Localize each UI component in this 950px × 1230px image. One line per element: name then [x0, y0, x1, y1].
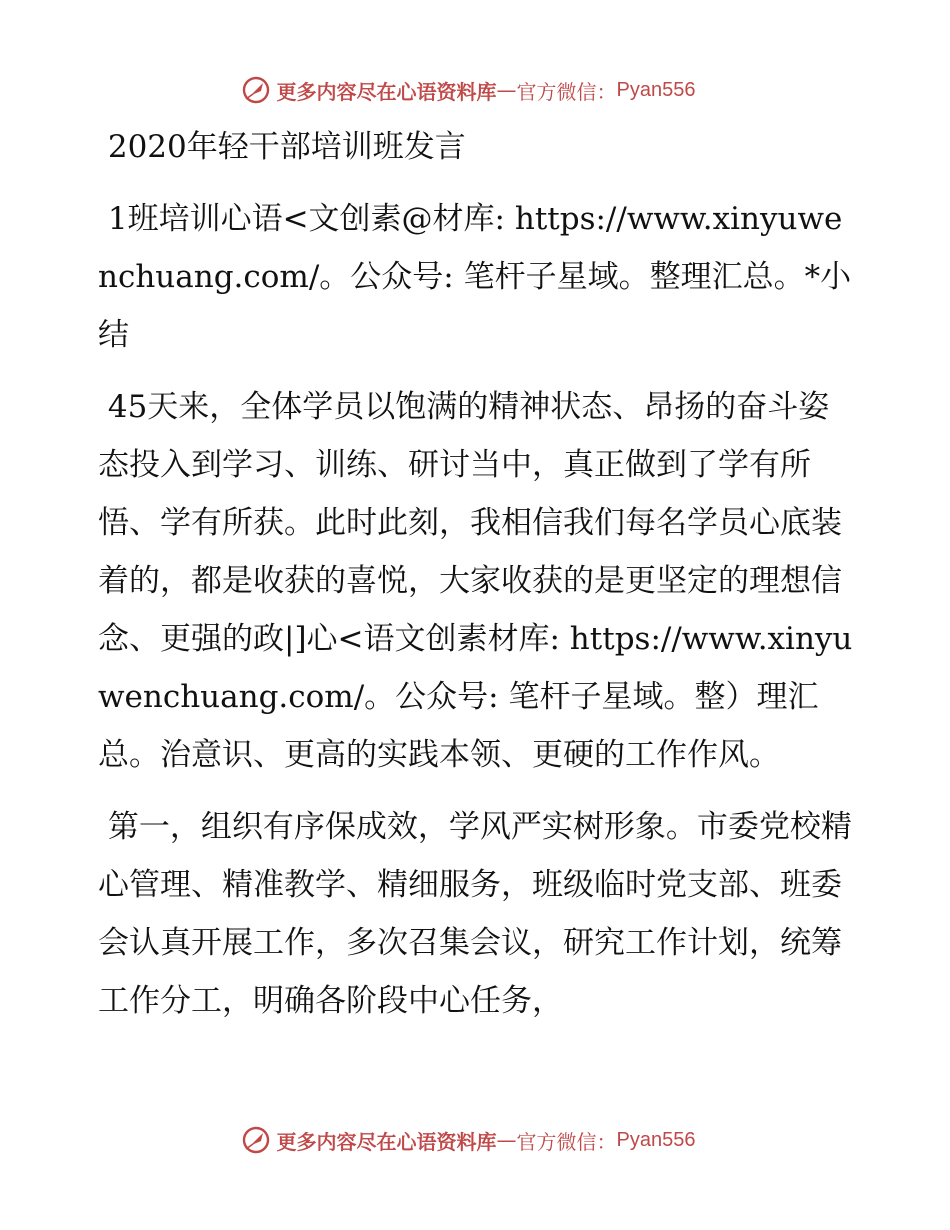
document-title: 2020年轻干部培训班发言 — [98, 129, 466, 165]
document-body — [98, 118, 858, 1030]
quill-circle-logo-icon — [241, 75, 271, 105]
quill-circle-logo-icon — [241, 1125, 271, 1155]
banner-wechat-id: Pyan556 — [616, 1128, 696, 1151]
banner-separator: — — [496, 78, 517, 102]
banner-separator: — — [496, 1128, 517, 1152]
banner-wechat-id: Pyan556 — [616, 78, 696, 101]
header-banner — [0, 70, 950, 110]
banner-text: 更多内容尽在心语资料库 — [276, 1129, 497, 1154]
banner-wechat-label: 官方微信： — [516, 79, 617, 104]
paragraph-2: 45天来，全体学员以饱满的精神状态、昂扬的奋斗姿态投入到学习、训练、研讨当中，真正做到了学有所悟、学有所获。此时此刻，我相信我们每名学员心底装着的，都是收获的喜悦，大家收获的是更坚定的理想信念、更强的政|]心<语文创素材库: https://www.xinyuwenchuang.com/。公众号: 笔杆子星域。整）理汇总。治意识、更高的实践本领、更硬的工作作风。 — [98, 389, 853, 773]
paragraph-3: 第一，组织有序保成效，学风严实树形象。市委党校精心管理、精准教学、精细服务，班级临时党支部、班委会认真开展工作，多次召集会议，研究工作计划，统筹工作分工，明确各阶段中心任务， — [98, 809, 852, 1019]
banner-wechat-label: 官方微信： — [516, 1129, 617, 1154]
paragraph-1: 1班培训心语<文创素@材库: https://www.xinyuwenchuang.com/。公众号: 笔杆子星域。整理汇总。*小结 — [98, 201, 852, 353]
banner-text: 更多内容尽在心语资料库 — [276, 79, 497, 104]
footer-banner — [0, 1120, 950, 1160]
